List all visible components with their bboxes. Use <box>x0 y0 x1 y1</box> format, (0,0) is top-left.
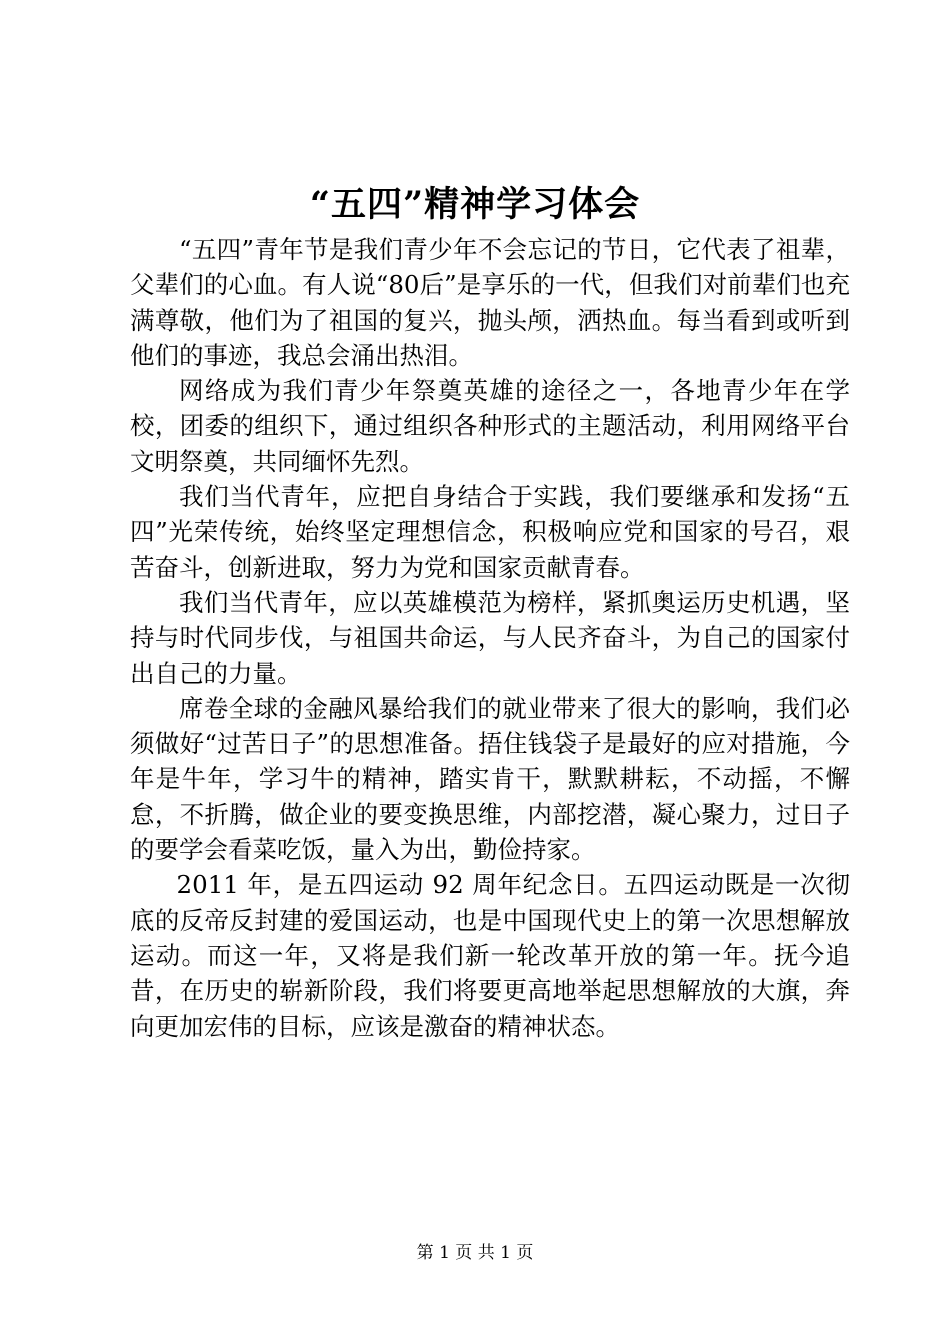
paragraph-5: 席卷全球的金融风暴给我们的就业带来了很大的影响，我们必须做好“过苦日子”的思想准备。捂住钱袋子是最好的应对措施，今年是牛年，学习牛的精神，踏实肯干，默默耕耘，不动摇，不懈怠，不折腾，做企业的要变换思维，内部挖潜，凝心聚力，过日子的要学会看菜吃饭，量入为出，勤俭持家。 <box>130 693 850 865</box>
paragraph-1: “五四”青年节是我们青少年不会忘记的节日，它代表了祖辈，父辈们的心血。有人说“80后”是享乐的一代，但我们对前辈们也充满尊敬，他们为了祖国的复兴，抛头颅，洒热血。每当看到或听到他们的事迹，我总会涌出热泪。 <box>130 235 850 370</box>
paragraph-4: 我们当代青年，应以英雄模范为榜样，紧抓奥运历史机遇，坚持与时代同步伐，与祖国共命运，与人民齐奋斗，为自己的国家付出自己的力量。 <box>130 587 850 688</box>
page-title: “五四”精神学习体会 <box>309 184 641 225</box>
paragraph-2: 网络成为我们青少年祭奠英雄的途径之一，各地青少年在学校，团委的组织下，通过组织各种形式的主题活动，利用网络平台文明祭奠，共同缅怀先烈。 <box>130 376 850 476</box>
document-body <box>130 232 850 1044</box>
page-footer: 第 1 页 共 1 页 <box>416 1243 534 1263</box>
paragraph-6: 2011 年，是五四运动 92 周年纪念日。五四运动既是一次彻底的反帝反封建的爱国运动，也是中国现代史上的第一次思想解放运动。而这一年，又将是我们新一轮改革开放的第一年。抚今追昔，在历史的崭新阶段，我们将要更高地举起思想解放的大旗，奔向更加宏伟的目标，应该是激奋的精神状态。 <box>130 870 850 1041</box>
paragraph-3: 我们当代青年，应把自身结合于实践，我们要继承和发扬“五四”光荣传统，始终坚定理想信念，积极响应党和国家的号召，艰苦奋斗，创新进取，努力为党和国家贡献青春。 <box>130 482 850 582</box>
